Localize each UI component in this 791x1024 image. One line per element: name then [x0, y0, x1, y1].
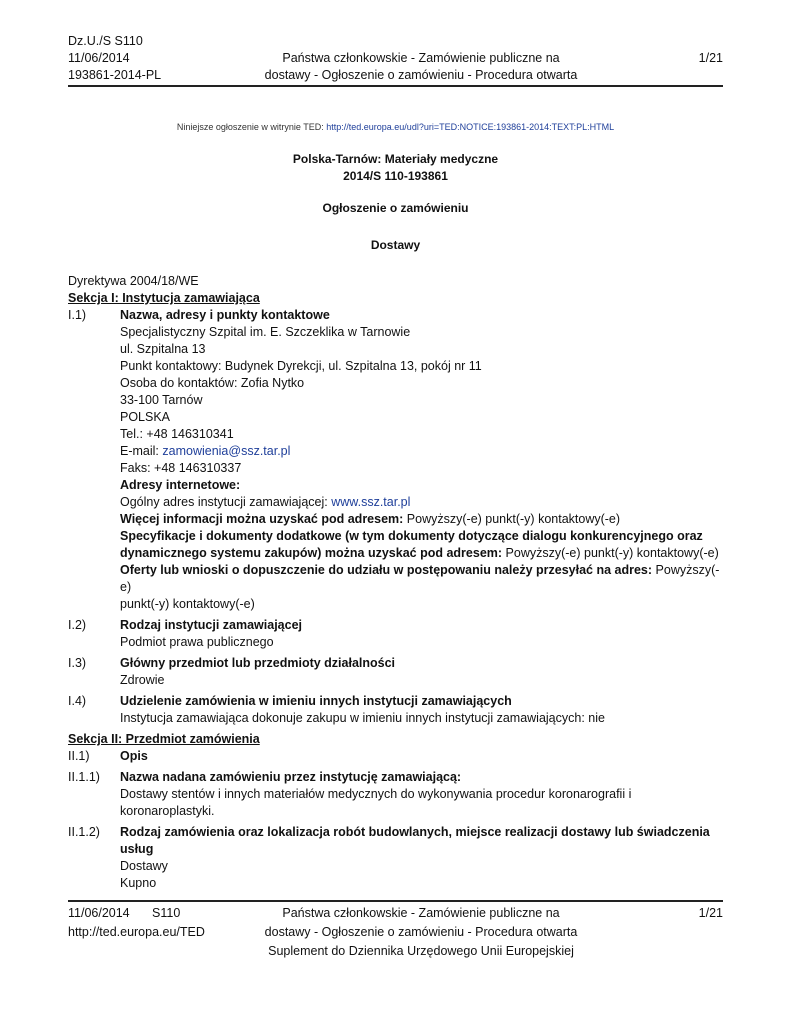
section-1-title: Sekcja I: Instytucja zamawiająca — [68, 291, 260, 305]
telephone: Tel.: +48 146310341 — [120, 427, 234, 441]
footer-line3: Suplement do Dziennika Urzędowego Unii Europejskiej — [268, 944, 574, 958]
item-value: Zdrowie — [120, 673, 165, 687]
general-address-link[interactable]: www.ssz.tar.pl — [331, 495, 411, 509]
item-ii11 — [68, 769, 723, 820]
item-value-line1: Dostawy — [120, 859, 168, 873]
email-label: E-mail: — [120, 444, 163, 458]
ted-notice — [0, 122, 791, 132]
header-journal: Dz.U./S S110 — [68, 34, 143, 48]
item-heading-line2: usług — [120, 842, 154, 856]
item-heading: Rodzaj instytucji zamawiającej — [120, 618, 303, 632]
authority-name: Specjalistyczny Szpital im. E. Szczeklika w Tarnowie — [120, 325, 411, 339]
header-page-number: 1/21 — [698, 51, 723, 65]
contact-person: Osoba do kontaktów: Zofia Nytko — [120, 376, 305, 390]
item-number: II.1) — [68, 749, 90, 763]
footer-meta — [68, 904, 205, 942]
page-header — [68, 33, 723, 87]
email-link[interactable]: zamowienia@ssz.tar.pl — [162, 444, 291, 458]
country: POLSKA — [120, 410, 171, 424]
more-info-value: Powyższy(-e) punkt(-y) kontaktowy(-e) — [406, 512, 621, 526]
item-ii1 — [68, 748, 723, 765]
header-doc-id: 193861-2014-PL — [68, 68, 162, 82]
page-footer — [68, 900, 723, 962]
item-heading: Opis — [120, 749, 148, 763]
spec-line2 — [120, 545, 723, 562]
item-i1 — [68, 307, 723, 613]
general-address-label: Ogólny adres instytucji zamawiającej: — [120, 495, 332, 509]
item-heading: Udzielenie zamówienia w imieniu innych instytucji zamawiających — [120, 694, 512, 708]
spec-label-line1: Specyfikacje i dokumenty dodatkowe (w tym dokumenty dotyczące dialogu konkurencyjnego oraz — [120, 529, 703, 543]
item-i3 — [68, 655, 723, 689]
contract-type: Dostawy — [370, 238, 421, 252]
item-heading: Nazwa, adresy i punkty kontaktowe — [120, 308, 330, 322]
item-value: Podmiot prawa publicznego — [120, 635, 274, 649]
footer-date: 11/06/2014 — [68, 906, 130, 920]
directive: Dyrektywa 2004/18/WE — [68, 274, 199, 288]
more-info-line — [120, 511, 723, 528]
ted-notice-prefix: Niniejsze ogłoszenie w witrynie TED: — [176, 122, 327, 132]
section-2-title: Sekcja II: Przedmiot zamówienia — [68, 732, 260, 746]
item-number: I.1) — [68, 308, 87, 322]
general-address-line — [120, 494, 723, 511]
header-title-line2: dostawy - Ogłoszenie o zamówieniu - Procedura otwarta — [264, 68, 578, 82]
notice-title-line2: 2014/S 110-193861 — [343, 169, 448, 183]
more-info-label: Więcej informacji można uzyskać pod adresem: — [120, 512, 407, 526]
notice-title-line1: Polska-Tarnów: Materiały medyczne — [292, 152, 499, 166]
offers-value-2: punkt(-y) kontaktowy(-e) — [120, 597, 255, 611]
spec-value: Powyższy(-e) punkt(-y) kontaktowy(-e) — [505, 546, 719, 560]
internet-heading: Adresy internetowe: — [120, 478, 241, 492]
header-title-line1: Państwa członkowskie - Zamówienie publiczne na — [282, 51, 560, 65]
item-number: I.4) — [68, 694, 87, 708]
item-number: I.3) — [68, 656, 87, 670]
email-line — [120, 443, 723, 460]
item-heading: Nazwa nadana zamówieniu przez instytucję zamawiającą: — [120, 770, 462, 784]
footer-line1: Państwa członkowskie - Zamówienie publiczne na — [282, 906, 560, 920]
header-date: 11/06/2014 — [68, 51, 130, 65]
authority-street: ul. Szpitalna 13 — [120, 342, 206, 356]
item-i2 — [68, 617, 723, 651]
fax: Faks: +48 146310337 — [120, 461, 242, 475]
offers-line — [120, 562, 723, 596]
item-i4 — [68, 693, 723, 727]
item-number: II.1.1) — [68, 770, 100, 784]
footer-series: S110 — [152, 906, 181, 920]
spec-label-line2: dynamicznego systemu zakupów) można uzyskać pod adresem: — [120, 546, 506, 560]
item-value-line2: Kupno — [120, 876, 157, 890]
item-heading: Główny przedmiot lub przedmioty działalności — [120, 656, 396, 670]
item-value-line1: Dostawy stentów i innych materiałów medycznych do wykonywania procedur koronarografii i — [120, 787, 632, 801]
offers-value-1: Powyższy(-e) — [120, 563, 720, 594]
ted-notice-link[interactable]: http://ted.europa.eu/udl?uri=TED:NOTICE:193861-2014:TEXT:PL:HTML — [326, 122, 615, 132]
item-ii12 — [68, 824, 723, 892]
header-title — [246, 50, 596, 84]
item-value: Instytucja zamawiająca dokonuje zakupu w imieniu innych instytucji zamawiających: nie — [120, 711, 605, 725]
postal-code: 33-100 Tarnów — [120, 393, 203, 407]
item-heading-line1: Rodzaj zamówienia oraz lokalizacja robót budowlanych, miejsce realizacji dostawy lub świadczenia — [120, 825, 710, 839]
notice-type: Ogłoszenie o zamówieniu — [322, 201, 469, 215]
footer-line2: dostawy - Ogłoszenie o zamówieniu - Procedura otwarta — [264, 925, 578, 939]
header-meta — [68, 33, 161, 84]
notice-body — [68, 273, 723, 892]
footer-title — [246, 904, 596, 961]
footer-page-number: 1/21 — [698, 906, 723, 920]
item-number: I.2) — [68, 618, 87, 632]
item-value-line2: koronaroplastyki. — [120, 804, 215, 818]
offers-label: Oferty lub wnioski o dopuszczenie do udziału w postępowaniu należy przesyłać na adres: — [120, 563, 656, 577]
footer-site: http://ted.europa.eu/TED — [68, 925, 205, 939]
contact-point: Punkt kontaktowy: Budynek Dyrekcji, ul. Szpitalna 13, pokój nr 11 — [120, 359, 482, 373]
item-number: II.1.2) — [68, 825, 100, 839]
